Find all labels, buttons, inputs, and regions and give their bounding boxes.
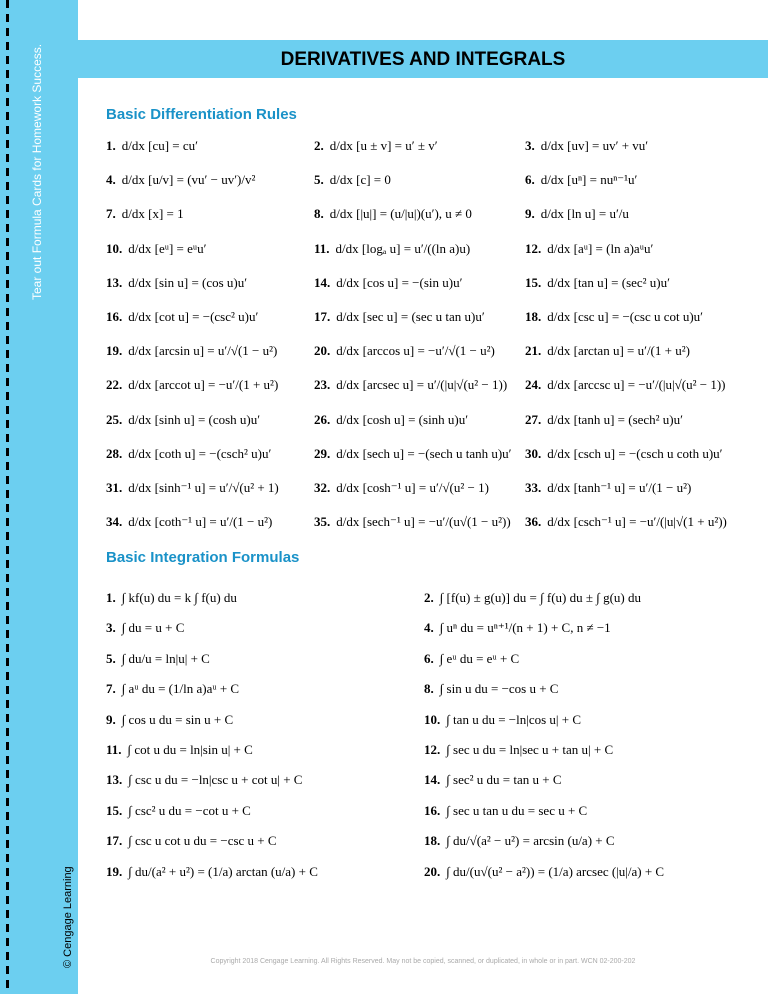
- rule-number: 6.: [525, 172, 535, 188]
- rule-expression: ∫ du = u + C: [121, 620, 185, 636]
- rule-number: 29.: [314, 445, 331, 461]
- rule-expression: d/dx [sech⁻¹ u] = −u′/(u√(1 − u²)): [336, 514, 511, 530]
- rule-number: 4.: [106, 172, 116, 188]
- rule-expression: d/dx [coth⁻¹ u] = u′/(1 − u²): [128, 514, 273, 530]
- rule-expression: d/dx [u ± v] = u′ ± v′: [329, 138, 438, 153]
- rule-expression: ∫ csc² u du = −cot u + C: [128, 802, 251, 818]
- rule-expression: d/dx [arccot u] = −u′/(1 + u²): [128, 377, 279, 393]
- rule-number: 14.: [314, 274, 331, 290]
- rule-expression: d/dx [tanh⁻¹ u] = u′/(1 − u²): [547, 480, 692, 495]
- rule-number: 17.: [314, 309, 331, 324]
- rule-number: 25.: [106, 411, 123, 427]
- diff-rule-31: [106, 480, 279, 496]
- rule-expression: d/dx [csc u] = −(csc u cot u)u′: [547, 309, 704, 324]
- rule-expression: ∫ du/(a² + u²) = (1/a) arctan (u/a) + C: [128, 863, 318, 879]
- integration-formula-5: [106, 651, 210, 667]
- rule-expression: d/dx [uⁿ] = nuⁿ⁻¹u′: [540, 172, 638, 188]
- rule-number: 12.: [525, 240, 542, 256]
- diff-rule-10: [106, 241, 207, 257]
- rule-number: 21.: [525, 343, 542, 359]
- diff-rule-9: [525, 206, 629, 222]
- integration-formula-3: [106, 620, 184, 636]
- rule-number: 31.: [106, 480, 123, 495]
- rule-number: 5.: [314, 172, 324, 188]
- rule-expression: d/dx [sec u] = (sec u tan u)u′: [336, 309, 485, 324]
- diff-rule-32: [314, 480, 489, 496]
- diff-rule-13: [106, 275, 247, 291]
- rule-number: 11.: [106, 742, 122, 757]
- rule-expression: d/dx [sinh u] = (cosh u)u′: [128, 411, 261, 427]
- integration-formula-8: [424, 681, 558, 697]
- rule-number: 7.: [106, 681, 116, 697]
- rule-expression: d/dx [sinh⁻¹ u] = u′/√(u² + 1): [128, 480, 279, 495]
- diff-rule-29: [314, 446, 512, 462]
- rule-expression: d/dx [u/v] = (vu′ − uv′)/v²: [121, 172, 256, 188]
- rule-number: 2.: [424, 590, 434, 605]
- integration-formula-20: [424, 864, 664, 880]
- rule-number: 32.: [314, 480, 331, 495]
- rule-number: 28.: [106, 445, 123, 461]
- diff-rule-18: [525, 309, 703, 325]
- diff-rule-30: [525, 446, 723, 462]
- integration-formula-2: [424, 590, 641, 606]
- rule-number: 1.: [106, 590, 116, 605]
- integration-formula-11: [106, 742, 253, 758]
- rule-expression: d/dx [arccos u] = −u′/√(1 − u²): [336, 343, 495, 359]
- rule-expression: d/dx [tanh u] = (sech² u)u′: [547, 411, 683, 427]
- rule-number: 17.: [106, 833, 123, 849]
- integration-heading: Basic Integration Formulas: [106, 549, 300, 566]
- differentiation-heading: Basic Differentiation Rules: [106, 106, 297, 123]
- rule-expression: d/dx [cu] = cu′: [121, 138, 198, 153]
- rule-expression: ∫ uⁿ du = uⁿ⁺¹/(n + 1) + C, n ≠ −1: [439, 620, 611, 636]
- rule-number: 26.: [314, 411, 331, 427]
- rule-expression: ∫ cos u du = sin u + C: [121, 711, 234, 727]
- rule-number: 30.: [525, 445, 542, 461]
- rule-expression: d/dx [coth u] = −(csch² u)u′: [128, 445, 272, 461]
- rule-number: 13.: [106, 274, 123, 290]
- rule-number: 9.: [525, 206, 535, 222]
- rule-expression: d/dx [sin u] = (cos u)u′: [128, 274, 248, 290]
- diff-rule-17: [314, 309, 485, 325]
- rule-expression: ∫ sin u du = −cos u + C: [439, 681, 559, 697]
- rule-expression: ∫ du/√(a² − u²) = arcsin (u/a) + C: [446, 833, 615, 849]
- rule-number: 15.: [106, 802, 123, 818]
- rule-number: 24.: [525, 377, 542, 393]
- rule-expression: d/dx [x] = 1: [121, 206, 184, 222]
- rule-expression: d/dx [|u|] = (u/|u|)(u′), u ≠ 0: [329, 206, 472, 222]
- rule-expression: d/dx [cosh u] = (sinh u)u′: [336, 411, 469, 427]
- rule-expression: d/dx [cot u] = −(csc² u)u′: [128, 309, 259, 324]
- publisher-credit: © Cengage Learning: [62, 866, 74, 968]
- diff-rule-3: [525, 138, 648, 154]
- rule-expression: ∫ [f(u) ± g(u)] du = ∫ f(u) du ± ∫ g(u) du: [439, 590, 641, 605]
- rule-number: 27.: [525, 411, 542, 427]
- rule-number: 12.: [424, 742, 441, 757]
- rule-expression: ∫ sec u tan u du = sec u + C: [446, 802, 588, 818]
- rule-number: 19.: [106, 343, 123, 359]
- diff-rule-4: [106, 172, 255, 188]
- rule-number: 18.: [525, 309, 542, 324]
- diff-rule-33: [525, 480, 691, 496]
- integration-formula-17: [106, 833, 277, 849]
- diff-rule-7: [106, 206, 184, 222]
- integration-formula-7: [106, 681, 239, 697]
- rule-expression: d/dx [arcsec u] = u′/(|u|√(u² − 1)): [336, 377, 508, 393]
- rule-expression: ∫ tan u du = −ln|cos u| + C: [446, 711, 582, 727]
- integration-formula-16: [424, 803, 587, 819]
- rule-number: 22.: [106, 377, 123, 393]
- rule-expression: d/dx [sech u] = −(sech u tanh u)u′: [336, 445, 512, 461]
- rule-expression: d/dx [arctan u] = u′/(1 + u²): [547, 343, 690, 359]
- rule-number: 7.: [106, 206, 116, 222]
- rule-expression: d/dx [cos u] = −(sin u)u′: [336, 274, 463, 290]
- rule-number: 16.: [106, 309, 123, 324]
- rule-expression: ∫ eᵘ du = eᵘ + C: [439, 650, 520, 666]
- rule-expression: ∫ csc u du = −ln|csc u + cot u| + C: [128, 772, 303, 788]
- rule-number: 4.: [424, 620, 434, 636]
- rule-expression: d/dx [logₐ u] = u′/((ln a)u): [335, 240, 471, 256]
- integration-formula-12: [424, 742, 613, 758]
- rule-expression: ∫ du/(u√(u² − a²)) = (1/a) arcsec (|u|/a) + C: [446, 863, 665, 879]
- diff-rule-1: [106, 138, 198, 154]
- rule-expression: ∫ csc u cot u du = −csc u + C: [128, 833, 277, 849]
- tear-line: [6, 0, 9, 994]
- integration-formula-10: [424, 712, 581, 728]
- rule-number: 18.: [424, 833, 441, 849]
- rule-expression: d/dx [arccsc u] = −u′/(|u|√(u² − 1)): [547, 377, 726, 393]
- integration-formula-1: [106, 590, 237, 606]
- integration-formula-9: [106, 712, 233, 728]
- copyright-footer: Copyright 2018 Cengage Learning. All Rights Reserved. May not be copied, scanned, or duplicated, in whole or in part. WCN 02-200-202: [210, 958, 636, 965]
- rule-number: 8.: [424, 681, 434, 697]
- diff-rule-14: [314, 275, 462, 291]
- integration-formula-18: [424, 833, 615, 849]
- rule-number: 9.: [106, 711, 116, 727]
- rule-number: 13.: [106, 772, 123, 788]
- rule-number: 34.: [106, 514, 123, 530]
- integration-formula-13: [106, 772, 302, 788]
- diff-rule-23: [314, 377, 507, 393]
- diff-rule-21: [525, 343, 690, 359]
- rule-number: 36.: [525, 514, 542, 530]
- side-tagline: Tear out Formula Cards for Homework Success.: [30, 43, 44, 300]
- rule-expression: d/dx [c] = 0: [329, 172, 391, 188]
- rule-expression: ∫ sec² u du = tan u + C: [446, 772, 562, 788]
- rule-number: 19.: [106, 863, 123, 879]
- rule-expression: d/dx [aᵘ] = (ln a)aᵘu′: [547, 240, 654, 256]
- rule-number: 8.: [314, 206, 324, 222]
- integration-formula-6: [424, 651, 519, 667]
- diff-rule-6: [525, 172, 637, 188]
- rule-expression: d/dx [eᵘ] = eᵘu′: [128, 240, 207, 256]
- diff-rule-35: [314, 514, 511, 530]
- rule-number: 20.: [314, 343, 331, 359]
- rule-number: 10.: [424, 711, 441, 727]
- rule-expression: d/dx [csch u] = −(csch u coth u)u′: [547, 445, 723, 461]
- diff-rule-24: [525, 377, 726, 393]
- integration-formula-15: [106, 803, 251, 819]
- rule-number: 14.: [424, 772, 441, 788]
- rule-number: 35.: [314, 514, 331, 530]
- rule-expression: d/dx [csch⁻¹ u] = −u′/(|u|√(1 + u²)): [547, 514, 727, 530]
- diff-rule-5: [314, 172, 391, 188]
- rule-number: 3.: [525, 138, 535, 153]
- diff-rule-15: [525, 275, 670, 291]
- rule-expression: ∫ du/u = ln|u| + C: [121, 650, 210, 666]
- diff-rule-11: [314, 241, 470, 257]
- rule-expression: ∫ sec u du = ln|sec u + tan u| + C: [446, 742, 614, 757]
- diff-rule-12: [525, 241, 653, 257]
- diff-rule-26: [314, 412, 468, 428]
- rule-expression: d/dx [tan u] = (sec² u)u′: [547, 274, 670, 290]
- rule-number: 1.: [106, 138, 116, 153]
- diff-rule-20: [314, 343, 495, 359]
- rule-number: 33.: [525, 480, 542, 495]
- diff-rule-2: [314, 138, 438, 154]
- rule-number: 20.: [424, 863, 441, 879]
- integration-formula-14: [424, 772, 562, 788]
- rule-number: 16.: [424, 802, 441, 818]
- rule-number: 3.: [106, 620, 116, 636]
- rule-number: 10.: [106, 240, 123, 256]
- diff-rule-19: [106, 343, 277, 359]
- rule-number: 2.: [314, 138, 324, 153]
- diff-rule-28: [106, 446, 271, 462]
- diff-rule-8: [314, 206, 472, 222]
- rule-expression: d/dx [cosh⁻¹ u] = u′/√(u² − 1): [336, 480, 489, 495]
- diff-rule-34: [106, 514, 272, 530]
- diff-rule-27: [525, 412, 683, 428]
- rule-expression: d/dx [ln u] = u′/u: [540, 206, 629, 222]
- rule-expression: ∫ aᵘ du = (1/ln a)aᵘ + C: [121, 681, 240, 697]
- rule-number: 23.: [314, 377, 331, 393]
- diff-rule-22: [106, 377, 278, 393]
- title-banner: [78, 40, 768, 78]
- rule-expression: d/dx [arcsin u] = u′/√(1 − u²): [128, 343, 278, 359]
- diff-rule-16: [106, 309, 258, 325]
- page-title: DERIVATIVES AND INTEGRALS: [280, 49, 566, 70]
- diff-rule-36: [525, 514, 727, 530]
- rule-expression: d/dx [uv] = uv′ + vu′: [540, 138, 649, 153]
- rule-expression: ∫ cot u du = ln|sin u| + C: [127, 742, 253, 757]
- rule-number: 6.: [424, 650, 434, 666]
- integration-formula-19: [106, 864, 318, 880]
- diff-rule-25: [106, 412, 260, 428]
- rule-number: 15.: [525, 274, 542, 290]
- rule-number: 5.: [106, 650, 116, 666]
- rule-number: 11.: [314, 240, 330, 256]
- rule-expression: ∫ kf(u) du = k ∫ f(u) du: [121, 590, 237, 605]
- integration-formula-4: [424, 620, 611, 636]
